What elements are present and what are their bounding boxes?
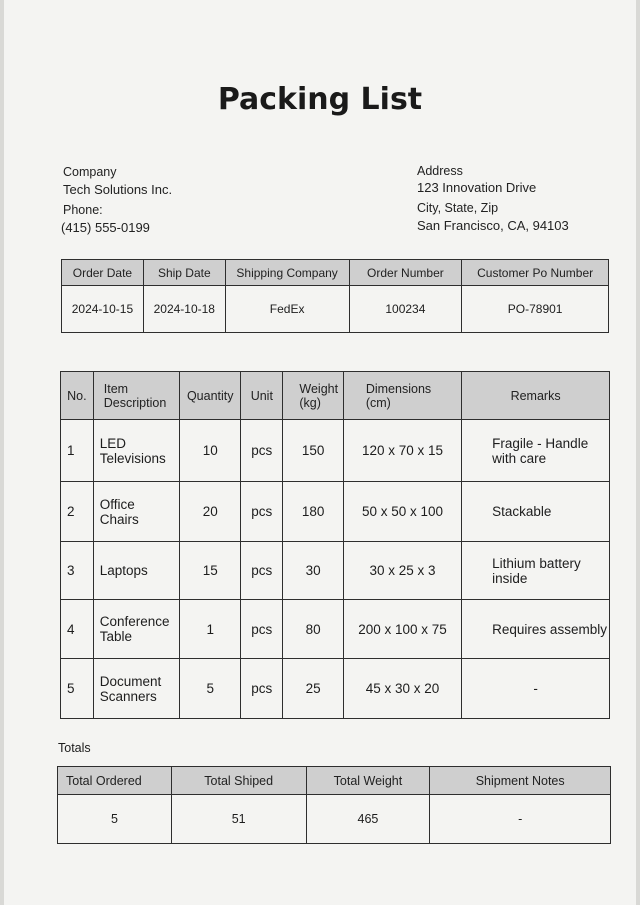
- item-quantity: 15: [180, 542, 241, 600]
- item-no: 4: [61, 600, 94, 659]
- items-header-no: No.: [61, 372, 94, 420]
- totals-header-weight: Total Weight: [306, 767, 430, 795]
- totals-table: [57, 766, 611, 844]
- items-header-quantity: Quantity: [180, 372, 241, 420]
- address-line2: City, State, Zip: [417, 201, 499, 215]
- ship-date-value: 2024-10-18: [143, 286, 225, 333]
- phone-value: (415) 555-0199: [61, 220, 150, 235]
- totals-value-row: [58, 795, 611, 844]
- item-unit: pcs: [241, 600, 283, 659]
- customer-po-value: PO-78901: [462, 286, 609, 333]
- order-number-value: 100234: [349, 286, 462, 333]
- item-dimensions: 30 x 25 x 3: [343, 542, 461, 600]
- item-description: Laptops: [93, 542, 179, 600]
- totals-label: Totals: [58, 741, 91, 755]
- item-weight: 30: [283, 542, 343, 600]
- items-header-dimensions: Dimensions (cm): [343, 372, 461, 420]
- totals-header-shipped: Total Shiped: [171, 767, 306, 795]
- shipping-company-value: FedEx: [225, 286, 349, 333]
- table-row: [61, 600, 610, 659]
- item-remarks: Fragile - Handle with care: [462, 420, 610, 482]
- total-shipped-value: 51: [171, 795, 306, 844]
- item-remarks: Lithium battery inside: [462, 542, 610, 600]
- item-unit: pcs: [241, 659, 283, 719]
- item-description: Document Scanners: [93, 659, 179, 719]
- address-label: Address: [417, 164, 463, 178]
- table-row: [61, 542, 610, 600]
- company-name: Tech Solutions Inc.: [63, 182, 173, 197]
- item-unit: pcs: [241, 542, 283, 600]
- total-ordered-value: 5: [58, 795, 172, 844]
- order-value-row: [62, 286, 609, 333]
- items-header-weight: Weight (kg): [283, 372, 343, 420]
- item-description: Conference Table: [93, 600, 179, 659]
- item-no: 5: [61, 659, 94, 719]
- item-dimensions: 120 x 70 x 15: [343, 420, 461, 482]
- totals-header-notes: Shipment Notes: [430, 767, 611, 795]
- item-quantity: 5: [180, 659, 241, 719]
- item-no: 3: [61, 542, 94, 600]
- page-title: Packing List: [217, 82, 423, 117]
- address-line1: 123 Innovation Drive: [417, 180, 537, 195]
- totals-header-row: [58, 767, 611, 795]
- address-line3: San Francisco, CA, 94103: [417, 218, 569, 233]
- items-header-description: Item Description: [93, 372, 179, 420]
- item-dimensions: 45 x 30 x 20: [343, 659, 461, 719]
- item-weight: 25: [283, 659, 343, 719]
- item-weight: 80: [283, 600, 343, 659]
- item-description: LED Televisions: [93, 420, 179, 482]
- order-header-order-date: Order Date: [62, 260, 144, 286]
- item-unit: pcs: [241, 420, 283, 482]
- item-description: Office Chairs: [93, 482, 179, 542]
- order-header-row: [62, 260, 609, 286]
- items-header-remarks: Remarks: [462, 372, 610, 420]
- item-quantity: 20: [180, 482, 241, 542]
- table-row: [61, 659, 610, 719]
- order-date-value: 2024-10-15: [62, 286, 144, 333]
- item-no: 1: [61, 420, 94, 482]
- item-quantity: 10: [180, 420, 241, 482]
- phone-label: Phone:: [63, 203, 103, 217]
- totals-header-ordered: Total Ordered: [58, 767, 172, 795]
- item-remarks: Requires assembly: [462, 600, 610, 659]
- item-unit: pcs: [241, 482, 283, 542]
- order-header-ship-date: Ship Date: [143, 260, 225, 286]
- item-remarks: Stackable: [462, 482, 610, 542]
- items-table: [60, 371, 610, 719]
- order-header-shipping-company: Shipping Company: [225, 260, 349, 286]
- order-header-customer-po: Customer Po Number: [462, 260, 609, 286]
- table-row: [61, 420, 610, 482]
- item-dimensions: 50 x 50 x 100: [343, 482, 461, 542]
- shipment-notes-value: -: [430, 795, 611, 844]
- company-label: Company: [63, 165, 117, 179]
- items-header-row: [61, 372, 610, 420]
- item-no: 2: [61, 482, 94, 542]
- item-quantity: 1: [180, 600, 241, 659]
- item-weight: 150: [283, 420, 343, 482]
- item-weight: 180: [283, 482, 343, 542]
- items-header-unit: Unit: [241, 372, 283, 420]
- order-header-order-number: Order Number: [349, 260, 462, 286]
- total-weight-value: 465: [306, 795, 430, 844]
- order-table: [61, 259, 609, 333]
- table-row: [61, 482, 610, 542]
- item-dimensions: 200 x 100 x 75: [343, 600, 461, 659]
- item-remarks: -: [462, 659, 610, 719]
